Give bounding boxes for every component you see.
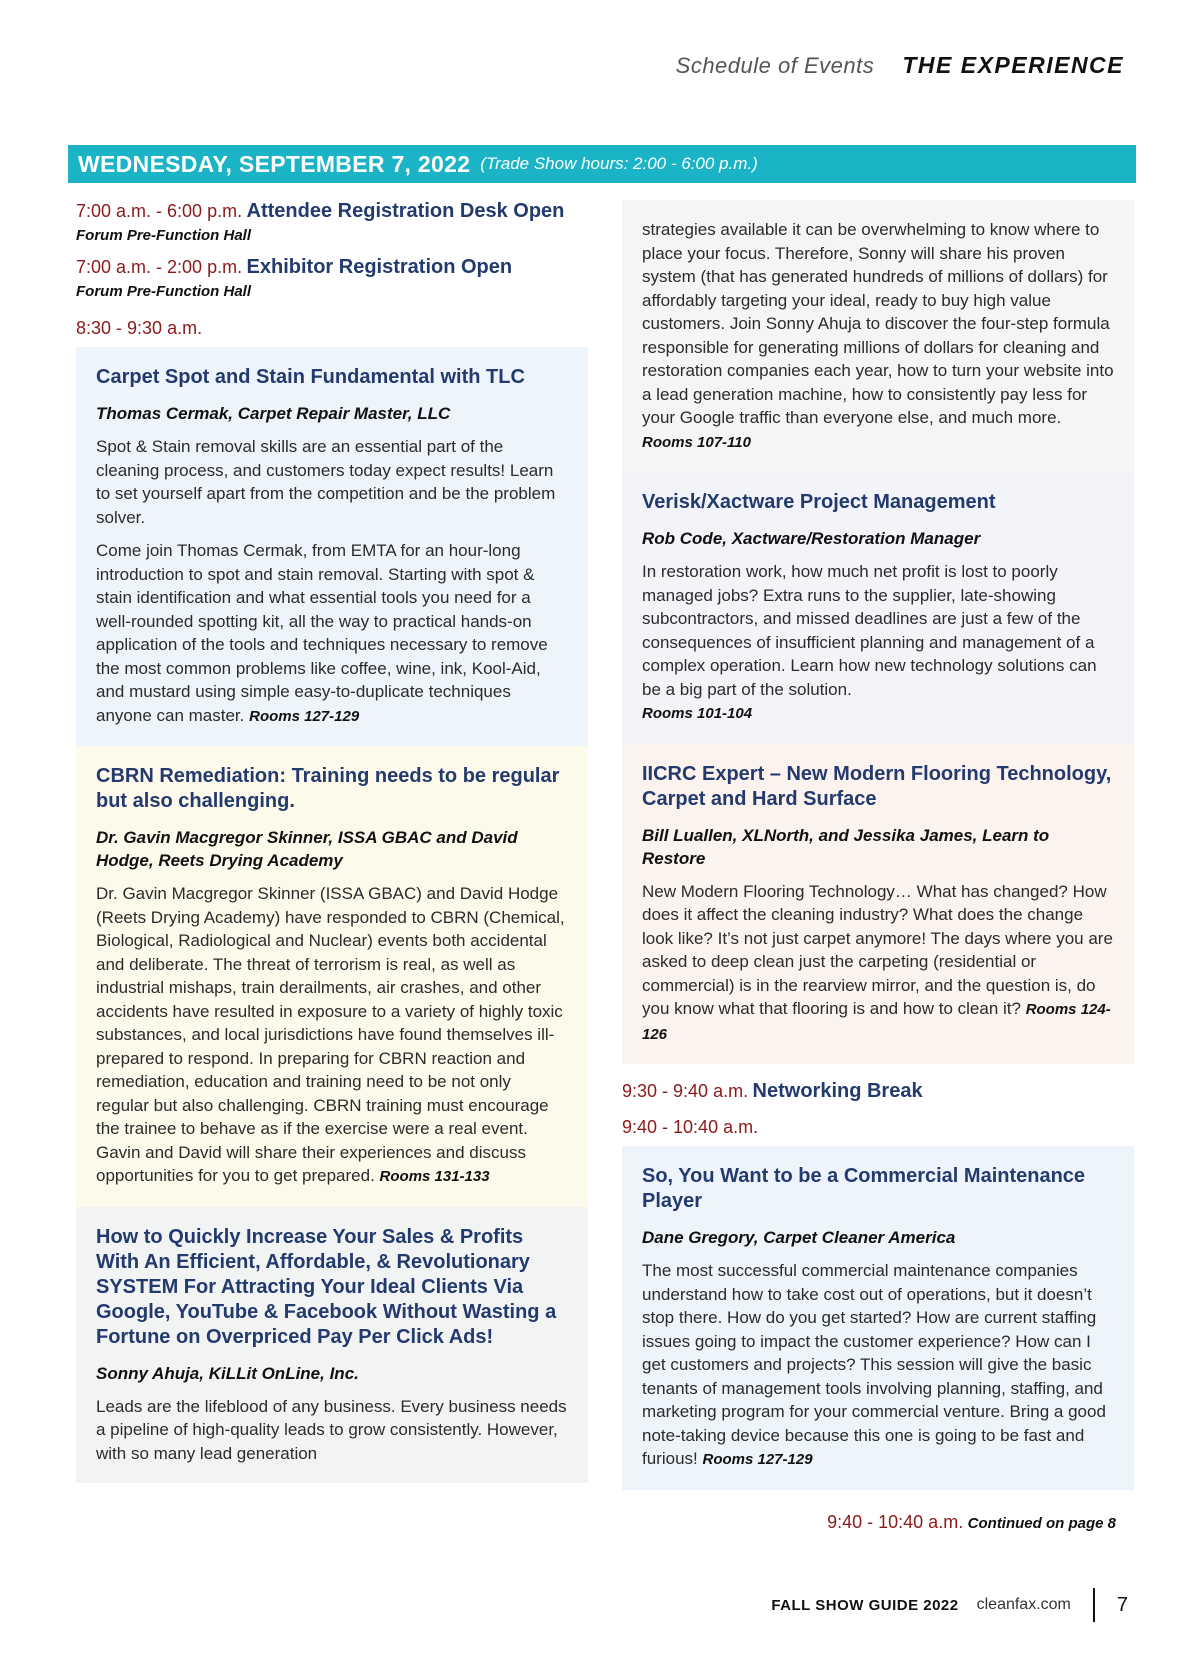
- description-text: Come join Thomas Cermak, from EMTA for an hour-long introduction to spot and stain removal. Starting with spot & stain identification and what essential tools you need for a well-rounded spotting kit, all the way to practical hands-on application of the tools and techniques necessary to remove the most common problems like coffee, wine, ink, Kool-Aid, and mustard using simple easy-to-duplicate techniques anyone can master.: [96, 541, 548, 725]
- slot-time: 7:00 a.m. - 6:00 p.m.: [76, 201, 243, 221]
- slot-location: Forum Pre-Function Hall: [76, 227, 252, 244]
- session-description: [642, 1259, 1114, 1472]
- session-speaker: Dr. Gavin Macgregor Skinner, ISSA GBAC and David Hodge, Reets Drying Academy: [96, 828, 518, 870]
- session-title: CBRN Remediation: Training needs to be regular but also challenging.: [96, 765, 560, 812]
- right-column: [622, 200, 1134, 1533]
- session-description: [96, 539, 568, 728]
- slot-location: Forum Pre-Function Hall: [76, 283, 252, 300]
- session-rooms: Rooms 131-133: [379, 1168, 490, 1185]
- session-speaker: Dane Gregory, Carpet Cleaner America: [642, 1228, 956, 1247]
- slot-title: Attendee Registration Desk Open: [246, 200, 565, 222]
- session-description: [642, 560, 1114, 726]
- session-description: [642, 880, 1114, 1047]
- session-title: So, You Want to be a Commercial Maintenance Player: [642, 1165, 1086, 1212]
- left-column: [76, 200, 588, 1483]
- page-footer: [771, 1588, 1128, 1622]
- session-card-cbrn: [76, 746, 588, 1207]
- session-title: How to Quickly Increase Your Sales & Profits With An Efficient, Affordable, & Revolutionary SYSTEM For Attracting Your Ideal Clients Via Google, YouTube & Facebook Without Wasting a Fortune on Overpriced Pay Per Click Ads!: [96, 1225, 557, 1348]
- slot-time: 9:30 - 9:40 a.m.: [622, 1081, 749, 1101]
- page-number: 7: [1116, 1593, 1128, 1616]
- session-description: [96, 882, 568, 1189]
- description-text: Dr. Gavin Macgregor Skinner (ISSA GBAC) and David Hodge (Reets Drying Academy) have responded to CBRN (Chemical, Biological, Radiological and Nuclear) events both accidental and deliberate. The threat of terrorism is real, as well as industrial mishaps, train derailments, air crashes, and other accidents have resulted in exposure to a variety of highly toxic substances, and local jurisdictions have found themselves ill-prepared to respond. In preparing for CBRN reaction and remediation, education and training need to be not only regular but also challenging. CBRN training must encourage the trainee to behave as if the exercise were a real event. Gavin and David will share their experiences and discuss opportunities for you to get prepared.: [96, 884, 565, 1185]
- description-text: strategies available it can be overwhelming to know where to place your focus. Therefore, Sonny will share his proven system (that has generated hundreds of millions of dollars) for affordably targeting your ideal, ready to buy high value customers. Join Sonny Ahuja to discover the four-step formula responsible for generating millions of dollars for cleaning and restoration companies each year, how to turn your website into a lead generation machine, how to consistently pay less for your Google traffic than everyone else, and much more.: [642, 220, 1114, 427]
- session-title: Verisk/Xactware Project Management: [642, 491, 996, 513]
- page-header: [676, 52, 1124, 79]
- session-description: Spot & Stain removal skills are an essential part of the cleaning process, and customers today expect results! Learn to set yourself apart from the competition and be the problem solver.: [96, 437, 556, 527]
- day-banner: [68, 145, 1136, 183]
- schedule-slot-networking-break: [622, 1080, 1134, 1103]
- session-card-commercial-maintenance: [622, 1146, 1134, 1490]
- day-date: WEDNESDAY, SEPTEMBER 7, 2022: [78, 150, 471, 177]
- time-heading: 9:40 - 10:40 a.m.: [622, 1117, 759, 1137]
- continued-note: [622, 1512, 1134, 1533]
- session-card-xactware: [622, 472, 1134, 744]
- description-text: The most successful commercial maintenance companies understand how to take cost out of operations, but it doesn’t stop there. How do you get started? How are current staffing issues going to impact the customer experience? How can I get customers and projects? This session will give the basic tenants of management tools involving planning, staffing, and marketing program for your commercial venture. Bring a good note-taking device because this one is going to be fast and furious!: [642, 1261, 1106, 1468]
- description-text: In restoration work, how much net profit is lost to poorly managed jobs? Extra runs to the supplier, late-showing subcontractors, and missed deadlines are just a few of the consequences of insufficient planning and management of a complex operation. Learn how new technology solutions can be a big part of the solution.: [642, 562, 1097, 699]
- schedule-slot-exhibitor-registration: [76, 256, 588, 300]
- slot-title: Networking Break: [752, 1080, 923, 1102]
- footer-divider: [1093, 1588, 1095, 1622]
- session-title: Carpet Spot and Stain Fundamental with TLC: [96, 366, 525, 388]
- session-speaker: Bill Luallen, XLNorth, and Jessika James, Learn to Restore: [642, 825, 1050, 868]
- session-rooms: Rooms 127-129: [702, 1451, 813, 1468]
- description-text: New Modern Flooring Technology… What has changed? How does it affect the cleaning industry? What does the change look like? It’s not just carpet anymore! The days where you are asked to deep clean just the carpeting (residential or commercial) is in the rearview mirror, and the question is, do you know what that flooring is and how to clean it?: [642, 881, 1113, 1018]
- continued-time: 9:40 - 10:40 a.m.: [827, 1511, 964, 1532]
- session-rooms: Rooms 107-110: [642, 433, 751, 451]
- session-card-carpet-spot: [76, 347, 588, 746]
- session-rooms: Rooms 101-104: [642, 705, 753, 722]
- session-speaker: Sonny Ahuja, KiLLit OnLine, Inc.: [96, 1363, 359, 1383]
- session-rooms: Rooms 127-129: [249, 707, 360, 725]
- session-rooms: Rooms 124-126: [642, 1001, 1111, 1043]
- session-description: [642, 218, 1114, 454]
- session-speaker: Thomas Cermak, Carpet Repair Master, LLC: [96, 404, 451, 423]
- session-card-sales-profits-continued: [622, 200, 1134, 472]
- session-speaker: Rob Code, Xactware/Restoration Manager: [642, 529, 981, 548]
- trade-show-hours: (Trade Show hours: 2:00 - 6:00 p.m.): [480, 154, 758, 173]
- slot-title: Exhibitor Registration Open: [246, 256, 513, 278]
- session-card-sales-profits: [76, 1207, 588, 1484]
- section-title: THE EXPERIENCE: [902, 52, 1124, 78]
- session-card-iicrc-flooring: [622, 744, 1134, 1065]
- schedule-slot-attendee-registration: [76, 200, 588, 244]
- time-heading: 8:30 - 9:30 a.m.: [76, 318, 203, 338]
- session-description: Leads are the lifeblood of any business. Every business needs a pipeline of high-quality leads to grow consistently. However, with so many lead generation: [96, 1396, 567, 1463]
- slot-time: 7:00 a.m. - 2:00 p.m.: [76, 257, 243, 277]
- section-subtitle: Schedule of Events: [675, 53, 875, 78]
- session-title: IICRC Expert – New Modern Flooring Technology, Carpet and Hard Surface: [642, 762, 1112, 810]
- publication-name: FALL SHOW GUIDE 2022: [771, 1596, 959, 1614]
- website: cleanfax.com: [976, 1596, 1071, 1613]
- continued-page-note: Continued on page 8: [967, 1514, 1116, 1532]
